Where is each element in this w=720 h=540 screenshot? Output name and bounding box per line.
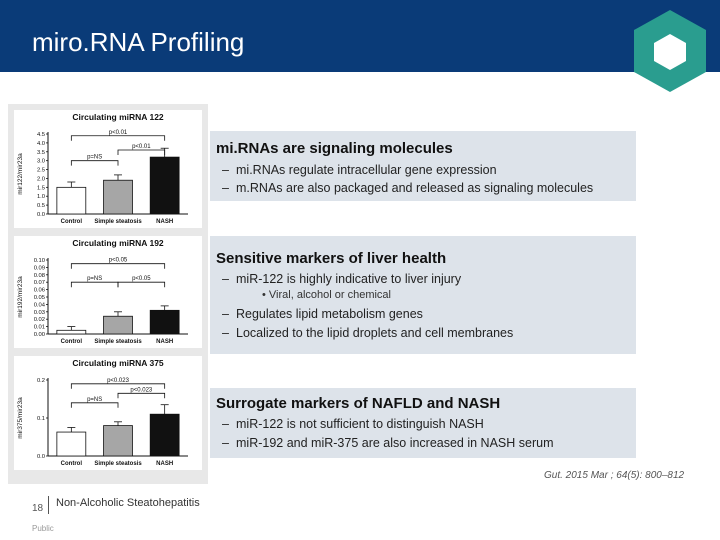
panel-title: Sensitive markers of liver health [216,250,447,267]
dash-icon: – [222,436,229,450]
info-panel-surrogate [210,388,636,458]
info-panel-markers [210,236,636,354]
chart-mir192-box [14,236,202,348]
x-tick-label: Control [60,461,82,467]
bar-0 [57,432,86,456]
bullet-dot-icon: • [262,289,269,301]
chart-panel [8,104,208,484]
bullet-text: miR-122 is not sufficient to distinguish NASH [236,417,484,431]
y-tick-label: 1.0 [36,194,45,201]
x-tick-label: NASH [156,339,174,345]
significance-label: p<0.05 [108,257,128,264]
dash-icon: – [222,417,229,431]
dash-icon: – [222,163,229,177]
slide-title: miro.RNA Profiling [32,27,245,57]
chart-mir122-box [14,110,202,228]
chart-title: Circulating miRNA 192 [72,238,164,248]
info-panel-signaling [210,131,636,201]
y-tick-label: 2.5 [36,167,45,174]
chart-title: Circulating miRNA 375 [72,358,164,368]
y-tick-label: 0.2 [36,378,45,384]
significance-bracket [71,136,164,141]
bullet-text: Regulates lipid metabolism genes [236,307,423,321]
dash-icon: – [222,326,229,340]
bar-0 [57,187,86,214]
y-tick-label: 3.5 [36,149,45,156]
bullet-item [222,307,423,321]
y-tick-label: 0.09 [33,265,45,272]
y-axis-label: mir192/mir23a [17,276,24,318]
bullet-item [222,181,593,195]
significance-bracket [118,150,165,155]
dash-icon: – [222,272,229,286]
significance-label: p=NS [87,154,103,161]
significance-bracket [71,403,118,408]
y-tick-label: 2.0 [36,176,45,183]
sub-bullet-item [262,289,391,301]
y-tick-label: 1.5 [36,185,45,192]
y-tick-label: 0.02 [33,317,45,324]
y-tick-label: 0.0 [36,454,45,460]
bullet-item [222,436,554,450]
y-tick-label: 0.01 [33,324,45,331]
y-tick-label: 0.04 [33,302,45,309]
bullet-text: m.RNAs are also packaged and released as signaling molecules [236,181,594,195]
bar-1 [104,426,133,456]
bullet-item [222,163,497,177]
footer-text: Non-Alcoholic Steatohepatitis [56,497,200,509]
y-tick-label: 0.06 [33,287,45,294]
y-tick-label: 0.00 [33,332,45,338]
y-tick-label: 0.5 [36,203,45,210]
dash-icon: – [222,307,229,321]
y-axis-label: mir122/mir23a [17,153,24,195]
bar-2 [150,310,179,334]
significance-label: p<0.01 [132,144,151,150]
chart-mir122 [14,110,202,228]
significance-label: p<0.01 [108,129,128,136]
significance-bracket [71,282,118,287]
footer-divider [48,496,49,514]
chart-mir375-box [14,356,202,470]
sub-bullet-text: Viral, alcohol or chemical [268,289,391,301]
citation: Gut. 2015 Mar ; 64(5): 800–812 [544,470,685,481]
y-axis-label: mir375/mir23a [17,397,24,439]
chart-mir375 [14,356,202,470]
significance-bracket [71,264,164,269]
hexagon-logo-icon [628,6,712,96]
y-tick-label: 3.0 [36,158,45,165]
y-tick-label: 4.5 [36,132,45,138]
significance-bracket [118,393,165,398]
significance-label: p=NS [87,276,103,283]
x-tick-label: Control [60,219,82,225]
dash-icon: – [222,181,229,195]
significance-label: p<0.023 [107,377,129,384]
significance-bracket [118,282,165,287]
y-tick-label: 0.10 [33,258,45,264]
bullet-item [222,326,513,340]
x-tick-label: NASH [156,461,174,467]
bar-1 [104,316,133,334]
classification-label: Public [32,524,54,533]
bar-2 [150,414,179,456]
x-tick-label: Simple steatosis [94,461,142,467]
title-bar [0,0,720,72]
y-tick-label: 0.03 [33,309,45,316]
x-tick-label: NASH [156,219,174,225]
bullet-item [222,417,484,431]
y-tick-label: 4.0 [36,140,45,147]
y-tick-label: 0.0 [36,212,45,218]
slide-number: 18 [32,503,44,514]
bullet-text: Localized to the lipid droplets and cell membranes [236,326,514,340]
chart-title: Circulating miRNA 122 [72,112,164,122]
y-tick-label: 0.08 [33,272,45,279]
panel-title: mi.RNAs are signaling molecules [216,140,453,157]
significance-label: p<0.023 [130,387,153,394]
bullet-text: miR-192 and miR-375 are also increased in NASH serum [236,436,554,450]
bullet-item [222,272,461,286]
y-tick-label: 0.05 [33,295,45,301]
chart-mir192 [14,236,202,348]
x-tick-label: Simple steatosis [94,339,142,345]
bar-1 [104,180,133,214]
x-tick-label: Control [60,339,82,345]
bar-0 [57,330,86,334]
x-tick-label: Simple steatosis [94,219,142,225]
bar-2 [150,157,179,214]
significance-label: p<0.05 [132,276,151,283]
significance-bracket [71,161,118,166]
y-tick-label: 0.07 [33,280,45,287]
panel-title: Surrogate markers of NAFLD and NASH [216,395,501,412]
y-tick-label: 0.1 [36,416,45,422]
bullet-text: miR-122 is highly indicative to liver injury [236,272,462,286]
significance-label: p=NS [87,396,103,403]
bullet-text: mi.RNAs regulate intracellular gene expression [236,163,497,177]
